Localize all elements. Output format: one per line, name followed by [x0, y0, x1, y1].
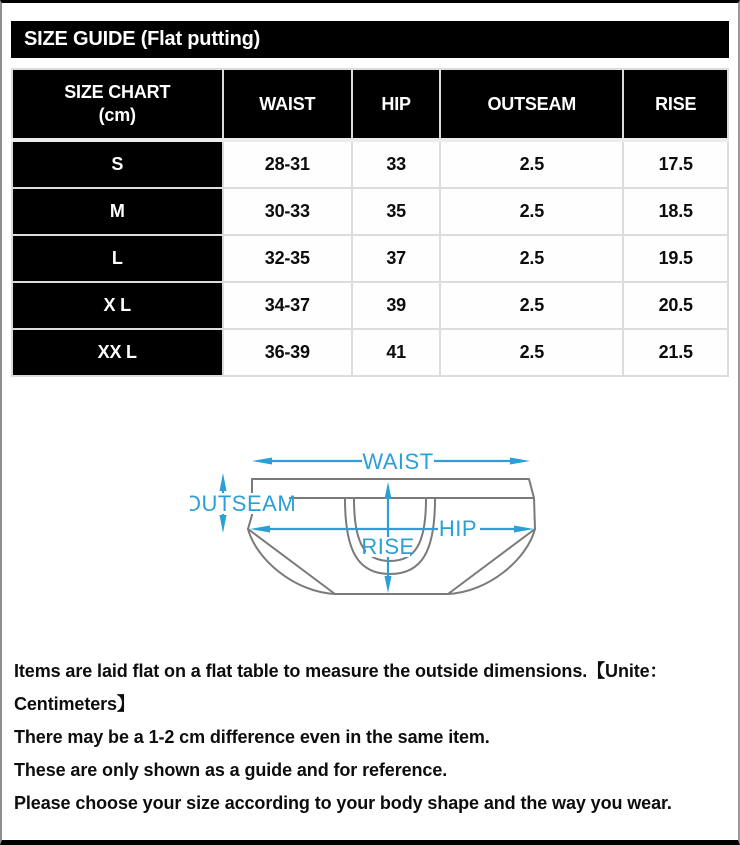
note-line: There may be a 1-2 cm difference even in the same item.	[14, 727, 490, 747]
waist-cell: 32-35	[223, 235, 353, 282]
table-row	[12, 140, 728, 188]
waist-cell: 30-33	[223, 188, 353, 235]
waist-cell: 36-39	[223, 329, 353, 376]
outseam-cell: 2.5	[440, 282, 623, 329]
size-cell: X L	[12, 282, 223, 329]
header-waist: WAIST	[223, 69, 353, 140]
table-row	[12, 282, 728, 329]
header-hip: HIP	[352, 69, 440, 140]
hip-cell: 35	[352, 188, 440, 235]
size-chart-table	[11, 68, 729, 377]
header-rise: RISE	[623, 69, 728, 140]
header-outseam: OUTSEAM	[440, 69, 623, 140]
header-size-chart	[12, 69, 223, 140]
hip-cell: 41	[352, 329, 440, 376]
rise-cell: 17.5	[623, 140, 728, 188]
outseam-cell: 2.5	[440, 329, 623, 376]
outseam-cell: 2.5	[440, 235, 623, 282]
outseam-label: OUTSEAM	[190, 491, 297, 516]
header-size-chart-line1: SIZE CHART	[64, 82, 171, 102]
table-row	[12, 188, 728, 235]
size-cell: S	[12, 140, 223, 188]
rise-cell: 20.5	[623, 282, 728, 329]
note-line: Please choose your size according to your body shape and the way you wear.	[14, 793, 672, 813]
size-cell: M	[12, 188, 223, 235]
waist-label: WAIST	[362, 449, 434, 474]
waist-cell: 34-37	[223, 282, 353, 329]
waist-cell: 28-31	[223, 140, 353, 188]
measurement-notes	[14, 655, 726, 820]
rise-label: RISE	[361, 534, 415, 559]
rise-cell: 19.5	[623, 235, 728, 282]
table-row	[12, 329, 728, 376]
hip-cell: 33	[352, 140, 440, 188]
outseam-cell: 2.5	[440, 188, 623, 235]
outseam-cell: 2.5	[440, 140, 623, 188]
note-line: These are only shown as a guide and for reference.	[14, 760, 448, 780]
rise-cell: 18.5	[623, 188, 728, 235]
header-size-chart-line2: (cm)	[98, 105, 136, 125]
size-cell: XX L	[12, 329, 223, 376]
note-line: Items are laid flat on a flat table to measure the outside dimensions.【Unite：Centimeters】	[14, 661, 668, 714]
table-header-row	[12, 69, 728, 140]
page-title: SIZE GUIDE (Flat putting)	[11, 21, 729, 58]
hip-cell: 39	[352, 282, 440, 329]
table-row	[12, 235, 728, 282]
size-cell: L	[12, 235, 223, 282]
briefs-measurement-diagram	[190, 441, 550, 636]
hip-label: HIP	[438, 516, 478, 541]
rise-cell: 21.5	[623, 329, 728, 376]
hip-cell: 37	[352, 235, 440, 282]
